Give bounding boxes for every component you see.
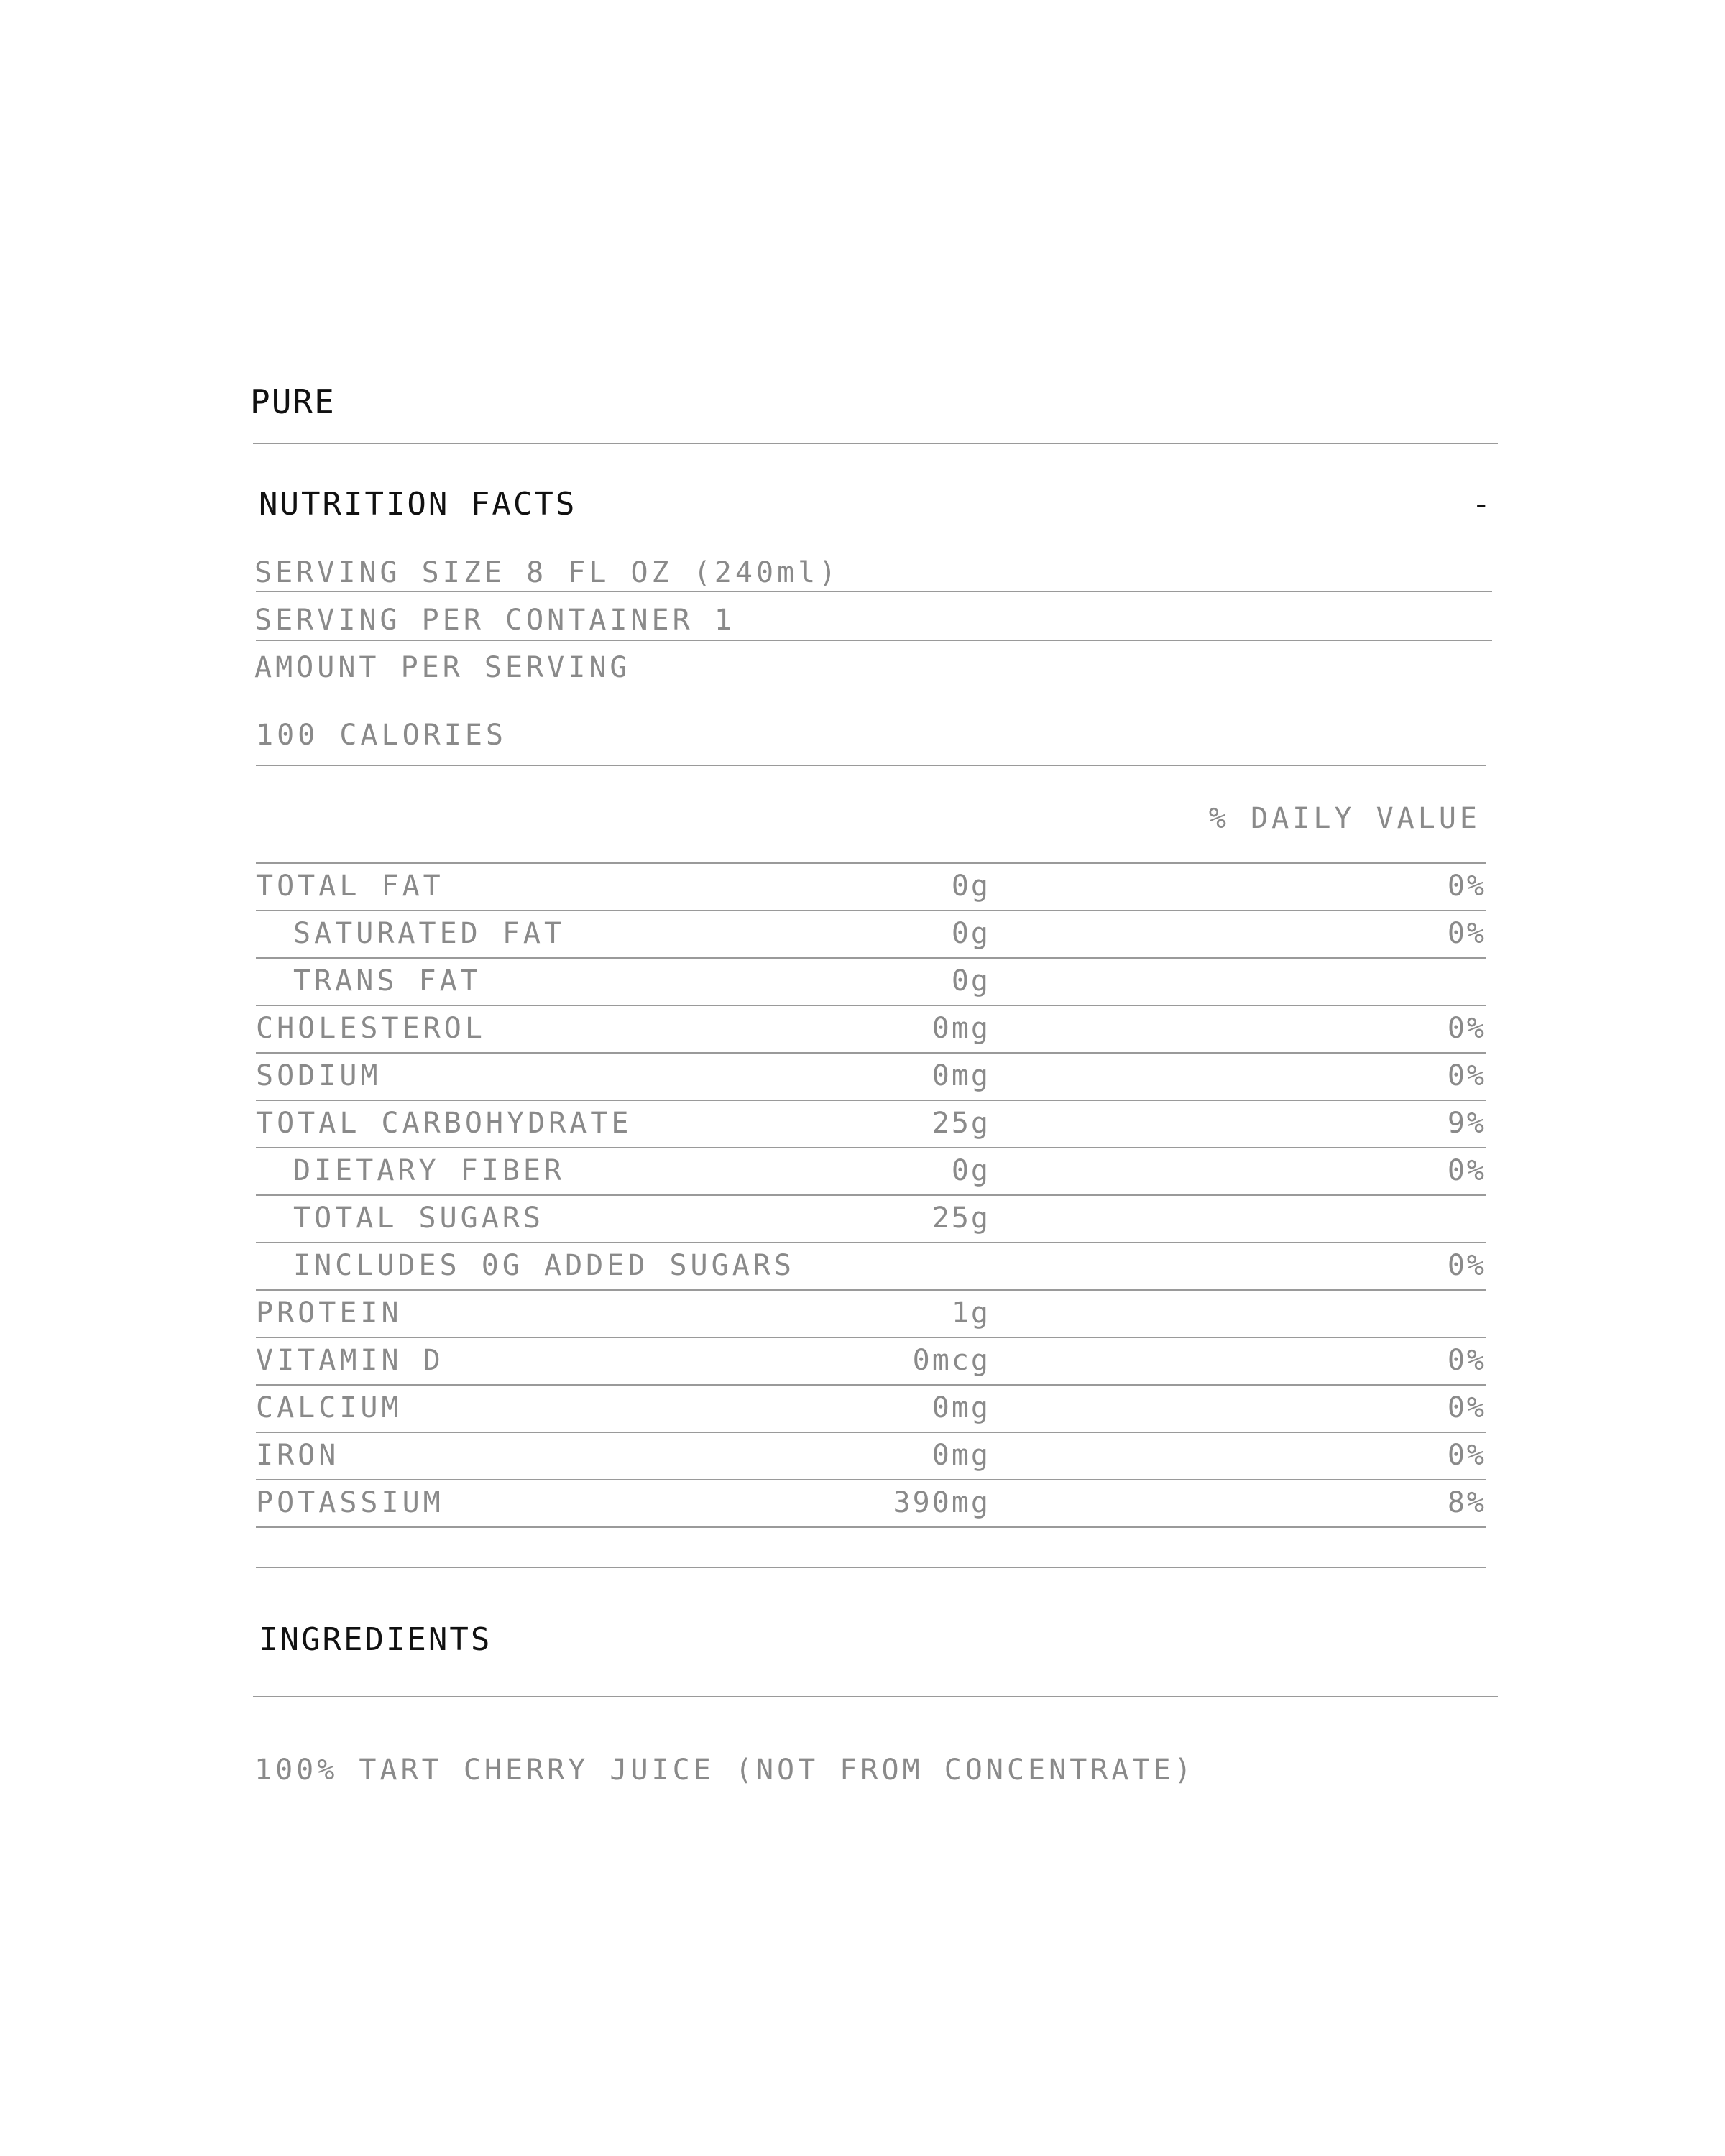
nutrient-label: TOTAL FAT [256,870,444,903]
nutrient-row [256,1243,1486,1291]
nutrient-amount: 0mg [932,1391,990,1424]
nutrient-daily-value: 0% [1447,1059,1486,1092]
nutrient-amount: 0mg [932,1012,990,1045]
nutrient-daily-value: 0% [1447,1249,1486,1282]
nutrient-daily-value: 0% [1447,1391,1486,1424]
nutrient-row [256,911,1486,959]
nutrient-label: INCLUDES 0G ADDED SUGARS [293,1249,795,1282]
divider [256,1567,1486,1568]
nutrient-row [256,1291,1486,1338]
amount-per-serving: AMOUNT PER SERVING [254,651,631,684]
nutrient-amount: 25g [932,1107,990,1140]
divider [256,765,1486,766]
nutrient-daily-value: 0% [1447,917,1486,950]
nutrient-amount: 0mg [932,1059,990,1092]
nutrient-amount: 0mcg [912,1344,990,1377]
nutrient-amount: 0g [951,870,990,903]
nutrient-row [256,1386,1486,1433]
nutrient-amount: 1g [951,1296,990,1330]
nutrient-row [256,1148,1486,1196]
nutrient-row [256,1433,1486,1480]
nutrient-table [256,862,1486,1528]
serving-size: SERVING SIZE 8 FL OZ (240ml) [254,556,840,589]
nutrient-daily-value: 0% [1447,1439,1486,1472]
nutrient-daily-value: 0% [1447,1344,1486,1377]
nutrient-amount: 0g [951,1154,990,1187]
nutrient-label: CALCIUM [256,1391,402,1424]
nutrient-daily-value: 9% [1447,1107,1486,1140]
divider [256,591,1492,592]
nutrient-daily-value: 0% [1447,1154,1486,1187]
daily-value-header: % DAILY VALUE [1208,802,1481,835]
nutrient-label: SODIUM [256,1059,382,1092]
nutrient-label: CHOLESTEROL [256,1012,486,1045]
nutrient-row [256,1006,1486,1054]
nutrient-daily-value: 0% [1447,1012,1486,1045]
nutrient-label: PROTEIN [256,1296,402,1330]
nutrient-label: SATURATED FAT [293,917,566,950]
ingredients-heading[interactable]: INGREDIENTS [259,1621,492,1658]
nutrient-row [256,862,1486,911]
nutrient-amount: 25g [932,1202,990,1235]
nutrient-amount: 0mg [932,1439,990,1472]
nutrient-amount: 0g [951,964,990,998]
divider [253,443,1498,444]
nutrient-row [256,959,1486,1006]
nutrient-label: DIETARY FIBER [293,1154,566,1187]
nutrient-row [256,1054,1486,1101]
divider [256,640,1492,641]
servings-per-container: SERVING PER CONTAINER 1 [254,604,735,637]
nutrient-amount: 390mg [893,1486,990,1519]
nutrient-label: TOTAL CARBOHYDRATE [256,1107,632,1140]
nutrient-row [256,1338,1486,1386]
nutrient-amount: 0g [951,917,990,950]
nutrient-label: TOTAL SUGARS [293,1202,544,1235]
divider [253,1696,1498,1697]
nutrient-daily-value: 8% [1447,1486,1486,1519]
nutrient-row [256,1101,1486,1148]
nutrient-daily-value: 0% [1447,870,1486,903]
nutrient-label: IRON [256,1439,340,1472]
collapse-toggle-icon[interactable]: - [1471,486,1491,522]
nutrient-label: TRANS FAT [293,964,482,998]
calories: 100 CALORIES [256,719,507,752]
nutrition-facts-heading[interactable]: NUTRITION FACTS [259,486,577,522]
nutrient-row [256,1480,1486,1528]
product-name: PURE [250,382,336,421]
nutrient-row [256,1196,1486,1243]
nutrient-label: VITAMIN D [256,1344,444,1377]
ingredients-text: 100% TART CHERRY JUICE (NOT FROM CONCENTRATE) [254,1754,1195,1787]
nutrient-label: POTASSIUM [256,1486,444,1519]
